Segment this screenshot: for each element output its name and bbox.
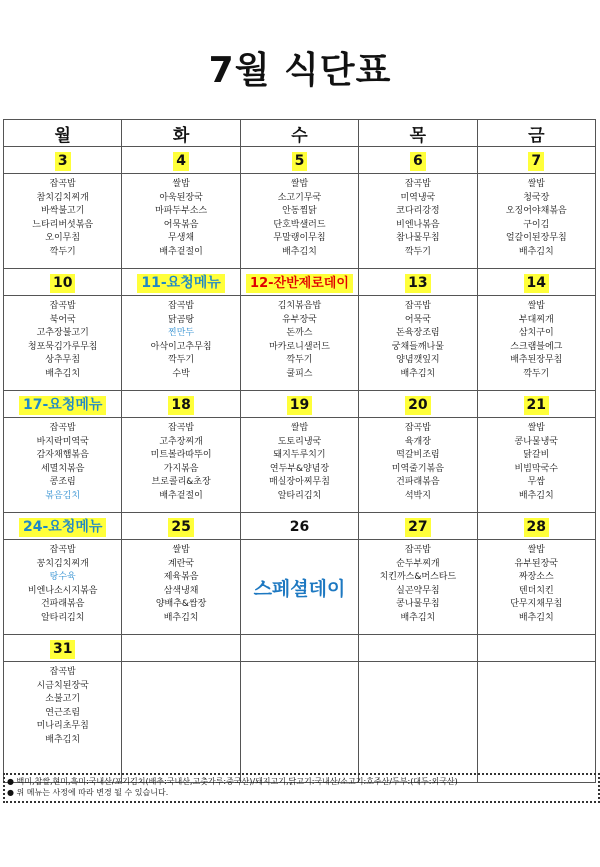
date-cell	[477, 269, 595, 296]
menu-cell	[4, 296, 122, 391]
menu-cell	[477, 296, 595, 391]
menu-cell	[477, 662, 595, 783]
date-cell	[240, 147, 358, 174]
menu-list	[4, 540, 121, 626]
menu-item: 콩나물무침	[396, 599, 440, 610]
menu-row	[4, 174, 596, 269]
menu-cell	[122, 174, 240, 269]
date-cell	[477, 635, 595, 662]
menu-item: 잡곡밥	[168, 301, 195, 311]
menu-item: 배추김치	[518, 246, 554, 257]
menu-item: 꽁치김치찌개	[36, 558, 89, 569]
menu-item: 코다리강정	[396, 206, 440, 217]
menu-cell	[240, 540, 358, 635]
menu-item: 깍두기	[49, 246, 76, 257]
date-cell	[359, 147, 477, 174]
menu-item: 김치볶음밥	[277, 301, 322, 311]
menu-item: 짜장소스	[518, 572, 554, 583]
menu-item: 바지락미역국	[36, 436, 89, 447]
date-label: 24-요청메뉴	[19, 518, 106, 537]
date-cell	[122, 147, 240, 174]
menu-item: 건파래볶음	[396, 477, 440, 488]
menu-item: 비엔나볶음	[396, 219, 440, 230]
menu-item: 유부장국	[282, 314, 317, 325]
menu-item: 무쌈	[527, 477, 545, 488]
menu-item: 잡곡밥	[49, 423, 76, 433]
menu-item: 어묵볶음	[163, 219, 199, 230]
menu-cell	[359, 296, 477, 391]
menu-item: 배추된장무침	[510, 355, 563, 366]
menu-cell	[122, 662, 240, 783]
page-title: 7월 식단표	[208, 50, 392, 91]
menu-item: 쌀밥	[172, 179, 190, 189]
date-label: 7	[528, 152, 544, 171]
menu-cell	[359, 174, 477, 269]
menu-item: 석박지	[404, 490, 431, 501]
menu-item: 고추장불고기	[36, 328, 89, 339]
menu-list	[359, 296, 476, 382]
menu-list	[478, 540, 595, 626]
date-cell	[240, 635, 358, 662]
calendar-body	[4, 120, 596, 783]
menu-item: 계란국	[168, 558, 195, 569]
date-cell	[4, 513, 122, 540]
menu-cell	[240, 662, 358, 783]
menu-item: 궁채들깨나물	[391, 341, 444, 352]
menu-item: 연두부&양념장	[269, 463, 330, 474]
menu-item: 오이무침	[45, 233, 81, 244]
date-label: 12-잔반제로데이	[246, 274, 353, 293]
menu-list	[359, 174, 476, 260]
menu-item: 콩나물냉국	[514, 436, 559, 447]
menu-item: 미나리초무침	[36, 721, 89, 732]
weekday-header-row	[4, 120, 596, 147]
menu-item: 배추김치	[282, 246, 317, 257]
menu-item: 단무지채무침	[510, 599, 563, 610]
menu-list	[4, 418, 121, 504]
menu-item: 잡곡밥	[168, 423, 195, 433]
date-row	[4, 147, 596, 174]
date-cell	[477, 513, 595, 540]
date-row	[4, 391, 596, 418]
menu-cell	[359, 540, 477, 635]
date-label: 4	[173, 152, 189, 171]
menu-item: 쌀밥	[172, 545, 190, 555]
special-day-label: 스페셜데이	[253, 578, 346, 600]
menu-item: 잡곡밥	[404, 179, 431, 189]
date-cell	[240, 391, 358, 418]
date-cell	[122, 635, 240, 662]
date-cell	[4, 147, 122, 174]
menu-item: 탕수육	[49, 572, 76, 583]
menu-item: 바싹불고기	[40, 206, 85, 217]
date-cell	[359, 269, 477, 296]
menu-item: 참치김치찌개	[36, 192, 89, 203]
menu-cell	[477, 540, 595, 635]
menu-item: 오징어야채볶음	[505, 206, 567, 217]
menu-item: 잡곡밥	[404, 423, 431, 433]
weekday-header: 목	[359, 120, 477, 147]
menu-cell	[240, 296, 358, 391]
date-cell	[359, 513, 477, 540]
date-cell	[359, 391, 477, 418]
menu-item: 배추김치	[163, 612, 199, 623]
menu-cell	[359, 662, 477, 783]
menu-item: 매실장아찌무침	[269, 477, 330, 488]
menu-item: 쿨피스	[286, 368, 313, 379]
menu-item: 돈까스	[286, 328, 313, 339]
menu-item: 잡곡밥	[49, 301, 76, 311]
origin-note: ● 백미,찹쌀,현미,흑미:국내산/포기김치(배추:국내산,고춧가루:중국산)/돼지고기,닭고기:국내산/소고기:호주산/두부:(대두:외국산)	[7, 777, 458, 786]
menu-item: 실곤약무침	[396, 585, 440, 596]
menu-item: 가지볶음	[163, 463, 199, 474]
menu-list	[478, 174, 595, 260]
menu-item: 상추무침	[45, 355, 81, 366]
menu-list	[4, 174, 121, 260]
menu-item: 닭갈비	[523, 450, 550, 461]
menu-item: 구이김	[523, 219, 550, 230]
menu-item: 비엔나소시지볶음	[27, 585, 98, 596]
menu-item: 배추김치	[518, 612, 554, 623]
menu-item: 쌀밥	[527, 301, 545, 311]
menu-list	[359, 418, 476, 504]
menu-cell	[122, 296, 240, 391]
menu-item: 아삭이고추무침	[150, 341, 212, 352]
menu-item: 쌀밥	[527, 545, 545, 555]
menu-item: 청포묵김가루무침	[27, 341, 98, 352]
menu-item: 무생채	[168, 233, 195, 244]
menu-cell	[240, 174, 358, 269]
date-row	[4, 269, 596, 296]
menu-item: 세멸치볶음	[40, 463, 85, 474]
menu-item: 쌀밥	[290, 179, 309, 189]
menu-item: 쌀밥	[290, 423, 309, 433]
change-note: ● 위 메뉴는 사정에 따라 변경 될 수 있습니다.	[7, 788, 169, 797]
date-label: 5	[292, 152, 308, 171]
meal-calendar	[3, 119, 596, 783]
date-label: 11-요청메뉴	[137, 274, 224, 293]
menu-cell	[4, 418, 122, 513]
menu-item: 돼지두루치기	[273, 450, 326, 461]
menu-cell	[4, 174, 122, 269]
menu-list	[122, 418, 239, 504]
menu-cell	[477, 174, 595, 269]
menu-item: 육개장	[404, 436, 431, 447]
menu-item: 유부된장국	[514, 558, 559, 569]
date-label: 27	[405, 518, 430, 537]
menu-item: 얼갈이된장무침	[505, 233, 567, 244]
date-cell	[122, 269, 240, 296]
menu-item: 삼색냉채	[163, 585, 199, 596]
menu-row	[4, 418, 596, 513]
menu-item: 잡곡밥	[49, 545, 76, 555]
menu-item: 찐만두	[168, 328, 195, 339]
menu-cell	[122, 540, 240, 635]
date-cell	[4, 269, 122, 296]
menu-item: 소불고기	[45, 694, 81, 705]
menu-list	[4, 662, 121, 748]
menu-item: 텐더치킨	[518, 585, 554, 596]
date-label: 28	[524, 518, 549, 537]
menu-item: 잡곡밥	[49, 667, 76, 677]
menu-item: 북어국	[49, 314, 76, 325]
date-label: 20	[405, 396, 430, 415]
date-label: 31	[50, 640, 75, 659]
menu-item: 소고기무국	[277, 192, 322, 203]
menu-item: 알타리김치	[277, 490, 322, 501]
date-label: 21	[524, 396, 549, 415]
menu-item: 양배추&쌈장	[155, 599, 207, 610]
menu-row	[4, 296, 596, 391]
menu-list	[122, 662, 239, 666]
notes-box	[3, 773, 600, 803]
menu-item: 배추겉절이	[159, 246, 203, 257]
menu-cell	[4, 662, 122, 783]
menu-list	[478, 296, 595, 382]
date-label: 10	[50, 274, 75, 293]
menu-list	[478, 662, 595, 666]
menu-item: 어묵국	[404, 314, 431, 325]
menu-item: 깍두기	[168, 355, 195, 366]
menu-list	[122, 296, 239, 382]
date-row	[4, 635, 596, 662]
menu-item: 배추겉절이	[159, 490, 203, 501]
date-cell	[4, 635, 122, 662]
menu-item: 건파래볶음	[40, 599, 85, 610]
date-cell	[359, 635, 477, 662]
menu-item: 도토리냉국	[277, 436, 322, 447]
menu-item: 볶음김치	[45, 490, 81, 501]
date-label: 3	[55, 152, 71, 171]
date-label: 14	[524, 274, 549, 293]
menu-item: 치킨까스&머스타드	[379, 572, 457, 583]
menu-item: 잡곡밥	[49, 179, 76, 189]
menu-item: 아욱된장국	[159, 192, 203, 203]
menu-item: 감자채햄볶음	[36, 450, 89, 461]
menu-list	[122, 540, 239, 626]
menu-item: 마파두부소스	[155, 206, 208, 217]
menu-item: 깍두기	[523, 368, 550, 379]
menu-item: 고추장찌개	[159, 436, 203, 447]
date-cell	[477, 147, 595, 174]
date-label: 26	[289, 518, 310, 535]
menu-item: 배추김치	[400, 368, 436, 379]
menu-item: 떡갈비조림	[396, 450, 440, 461]
menu-item: 제육볶음	[163, 572, 199, 583]
date-cell	[240, 269, 358, 296]
menu-item: 돈육장조림	[396, 328, 440, 339]
weekday-header: 화	[122, 120, 240, 147]
date-cell	[122, 391, 240, 418]
menu-item: 쌀밥	[527, 179, 545, 189]
menu-item: 잡곡밥	[404, 545, 431, 555]
weekday-header: 월	[4, 120, 122, 147]
menu-list	[359, 540, 476, 626]
menu-list	[241, 418, 358, 504]
menu-item: 쌀밥	[527, 423, 545, 433]
date-label: 19	[287, 396, 312, 415]
menu-item: 콩조림	[49, 477, 76, 488]
menu-item: 닭곰탕	[168, 314, 195, 325]
menu-item: 부대찌개	[518, 314, 554, 325]
menu-item: 단호박샐러드	[273, 219, 326, 230]
menu-item: 시금치된장국	[36, 680, 89, 691]
menu-item: 깍두기	[286, 355, 313, 366]
menu-item: 비빔막국수	[514, 463, 559, 474]
menu-item: 미역줄기볶음	[391, 463, 444, 474]
menu-cell	[359, 418, 477, 513]
menu-list	[241, 662, 358, 666]
date-label: 6	[410, 152, 426, 171]
menu-item: 느타리버섯볶음	[32, 219, 94, 230]
menu-cell	[477, 418, 595, 513]
menu-item: 브로콜리&초장	[151, 477, 211, 488]
menu-item: 알타리김치	[40, 612, 85, 623]
menu-cell	[240, 418, 358, 513]
menu-item: 배추김치	[45, 734, 81, 745]
menu-item: 잡곡밥	[404, 301, 431, 311]
menu-item: 양념깻잎지	[396, 355, 440, 366]
date-cell	[240, 513, 358, 540]
menu-list	[4, 296, 121, 382]
menu-cell	[122, 418, 240, 513]
menu-item: 참나물무침	[396, 233, 440, 244]
weekday-header: 금	[477, 120, 595, 147]
menu-item: 무말랭이무침	[273, 233, 326, 244]
menu-item: 미트볼라따뚜이	[150, 450, 212, 461]
date-cell	[122, 513, 240, 540]
menu-item: 순두부찌개	[396, 558, 440, 569]
date-row	[4, 513, 596, 540]
menu-item: 깍두기	[404, 246, 431, 257]
menu-row	[4, 540, 596, 635]
menu-list	[122, 174, 239, 260]
menu-item: 안동찜닭	[282, 206, 317, 217]
menu-item: 미역냉국	[400, 192, 436, 203]
menu-list	[478, 418, 595, 504]
menu-item: 삼치구이	[518, 328, 554, 339]
date-cell	[4, 391, 122, 418]
date-label: 13	[405, 274, 430, 293]
menu-list	[359, 662, 476, 666]
menu-item: 마카로니샐러드	[269, 341, 330, 352]
menu-list	[241, 174, 358, 260]
weekday-header: 수	[240, 120, 358, 147]
menu-item: 배추김치	[400, 612, 436, 623]
menu-row	[4, 662, 596, 783]
date-label: 25	[168, 518, 193, 537]
menu-item: 스크램블에그	[510, 341, 563, 352]
menu-item: 수박	[172, 368, 190, 379]
date-label: 18	[168, 396, 193, 415]
menu-item: 연근조림	[45, 707, 81, 718]
menu-item: 청국장	[523, 192, 550, 203]
date-cell	[477, 391, 595, 418]
menu-item: 배추김치	[518, 490, 554, 501]
menu-list	[241, 296, 358, 382]
menu-item: 배추김치	[45, 368, 81, 379]
menu-cell	[4, 540, 122, 635]
date-label: 17-요청메뉴	[19, 396, 106, 415]
